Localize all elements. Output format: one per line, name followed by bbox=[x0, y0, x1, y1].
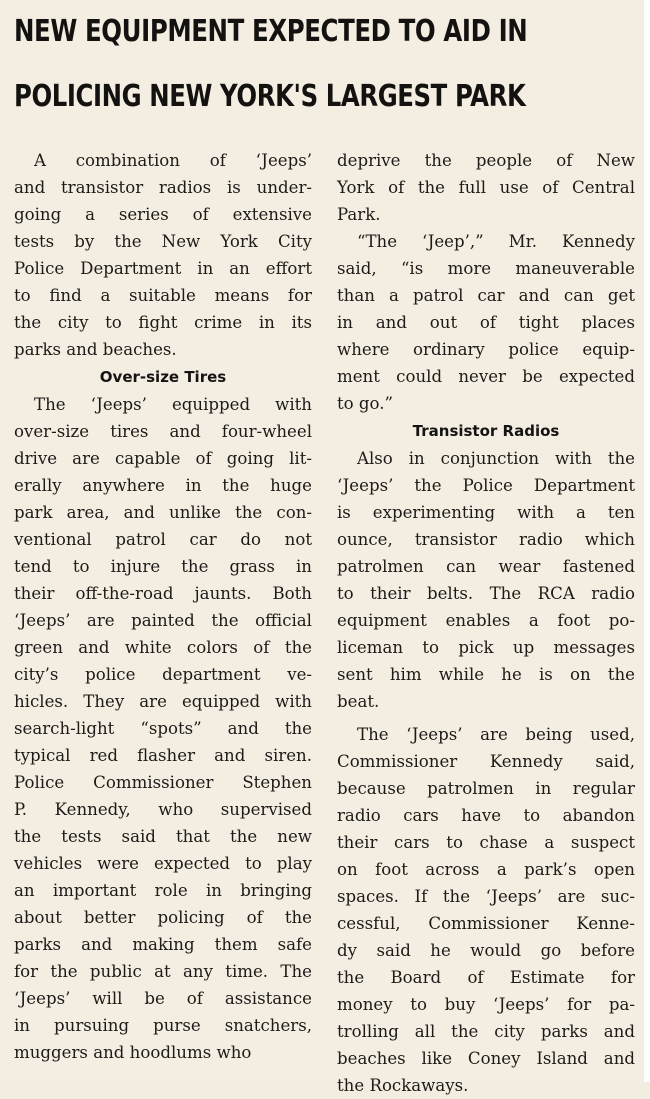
text-line: cessful, Commissioner Kenne- bbox=[337, 914, 635, 933]
text-line: their cars to chase a suspect bbox=[337, 833, 635, 852]
text-line: where ordinary police equip- bbox=[337, 340, 635, 359]
text-line: erally anywhere in the huge bbox=[14, 476, 312, 495]
text-line: deprive the people of New bbox=[337, 151, 635, 170]
text-line: parks and beaches. bbox=[14, 340, 177, 359]
text-line: Police Commissioner Stephen bbox=[14, 773, 312, 792]
text-line: the Board of Estimate for bbox=[337, 968, 635, 987]
text-line: A combination of ‘Jeeps’ bbox=[34, 151, 312, 170]
text-line: about better policing of the bbox=[14, 908, 312, 927]
text-line: to find a suitable means for bbox=[14, 286, 312, 305]
text-line: for the public at any time. The bbox=[14, 962, 312, 981]
text-line: the tests said that the new bbox=[14, 827, 312, 846]
text-line: search-light “spots” and the bbox=[14, 719, 312, 738]
text-line: than a patrol car and can get bbox=[337, 286, 635, 305]
text-line: ounce, transistor radio which bbox=[337, 530, 635, 549]
text-line: in pursuing purse snatchers, bbox=[14, 1016, 312, 1035]
text-line: ment could never be expected bbox=[337, 367, 635, 386]
paragraph-jeeps-tires bbox=[14, 391, 312, 1066]
text-line: an important role in bringing bbox=[14, 881, 312, 900]
text-line: on foot across a park’s open bbox=[337, 860, 635, 879]
text-line: dy said he would go before bbox=[337, 941, 635, 960]
text-line: spaces. If the ‘Jeeps’ are suc- bbox=[337, 887, 635, 906]
text-line: to their belts. The RCA radio bbox=[337, 584, 635, 603]
text-line: Also in conjunction with the bbox=[357, 449, 635, 468]
text-line: green and white colors of the bbox=[14, 638, 312, 657]
text-line: going a series of extensive bbox=[14, 205, 312, 224]
text-line: vehicles were expected to play bbox=[14, 854, 312, 873]
right-column bbox=[337, 147, 635, 1099]
text-line: is experimenting with a ten bbox=[337, 503, 635, 522]
text-line: to go.” bbox=[337, 394, 394, 413]
left-column bbox=[14, 147, 312, 1066]
text-line: Park. bbox=[337, 205, 381, 224]
text-line: the city to fight crime in its bbox=[14, 313, 312, 332]
subhead-over-size-tires: Over-size Tires bbox=[99, 368, 227, 386]
text-line: said, “is more maneuverable bbox=[337, 259, 635, 278]
text-line: beat. bbox=[337, 692, 380, 711]
text-line: “The ‘Jeep’,” Mr. Kennedy bbox=[357, 232, 635, 251]
text-line: The ‘Jeeps’ are being used, bbox=[357, 725, 635, 744]
paragraph-transistor-radios bbox=[337, 445, 635, 715]
text-line: Commissioner Kennedy said, bbox=[337, 752, 635, 771]
text-line: over-size tires and four-wheel bbox=[14, 422, 312, 441]
headline-line-1: NEW EQUIPMENT EXPECTED TO AID IN bbox=[14, 14, 528, 49]
text-line: drive are capable of going lit- bbox=[14, 449, 312, 468]
text-line: tests by the New York City bbox=[14, 232, 312, 251]
text-line: liceman to pick up messages bbox=[337, 638, 635, 657]
text-line: muggers and hoodlums who bbox=[14, 1043, 252, 1062]
subhead-transistor-radios: Transistor Radios bbox=[412, 422, 560, 440]
text-line: city’s police department ve- bbox=[14, 665, 312, 684]
paragraph-kennedy-quote bbox=[337, 228, 635, 417]
text-line: their off-the-road jaunts. Both bbox=[14, 584, 312, 603]
text-line: because patrolmen in regular bbox=[337, 779, 635, 798]
text-line: and transistor radios is under- bbox=[14, 178, 312, 197]
text-line: ‘Jeeps’ are painted the official bbox=[14, 611, 312, 630]
text-line: money to buy ‘Jeeps’ for pa- bbox=[337, 995, 635, 1014]
text-line: The ‘Jeeps’ equipped with bbox=[34, 395, 312, 414]
text-line: park area, and unlike the con- bbox=[14, 503, 312, 522]
headline-line-2: POLICING NEW YORK'S LARGEST PARK bbox=[14, 79, 526, 114]
text-line: ventional patrol car do not bbox=[14, 530, 312, 549]
text-line: beaches like Coney Island and bbox=[337, 1049, 635, 1068]
paragraph-jeeps-tires-continued bbox=[337, 147, 635, 228]
text-line: tend to injure the grass in bbox=[14, 557, 312, 576]
text-line: trolling all the city parks and bbox=[337, 1022, 635, 1041]
text-line: hicles. They are equipped with bbox=[14, 692, 312, 711]
text-line: equipment enables a foot po- bbox=[337, 611, 635, 630]
text-line: ‘Jeeps’ the Police Department bbox=[337, 476, 635, 495]
text-line: Police Department in an effort bbox=[14, 259, 312, 278]
text-line: P. Kennedy, who supervised bbox=[14, 800, 312, 819]
text-line: in and out of tight places bbox=[337, 313, 635, 332]
text-line: the Rockaways. bbox=[337, 1076, 469, 1095]
text-line: patrolmen can wear fastened bbox=[337, 557, 635, 576]
text-line: sent him while he is on the bbox=[337, 665, 635, 684]
text-line: typical red flasher and siren. bbox=[14, 746, 312, 765]
text-line: York of the full use of Central bbox=[337, 178, 635, 197]
text-line: parks and making them safe bbox=[14, 935, 312, 954]
text-line: radio cars have to abandon bbox=[337, 806, 635, 825]
text-line: ‘Jeeps’ will be of assistance bbox=[14, 989, 312, 1008]
paragraph-intro bbox=[14, 147, 312, 363]
paragraph-jeeps-use bbox=[337, 721, 635, 1099]
